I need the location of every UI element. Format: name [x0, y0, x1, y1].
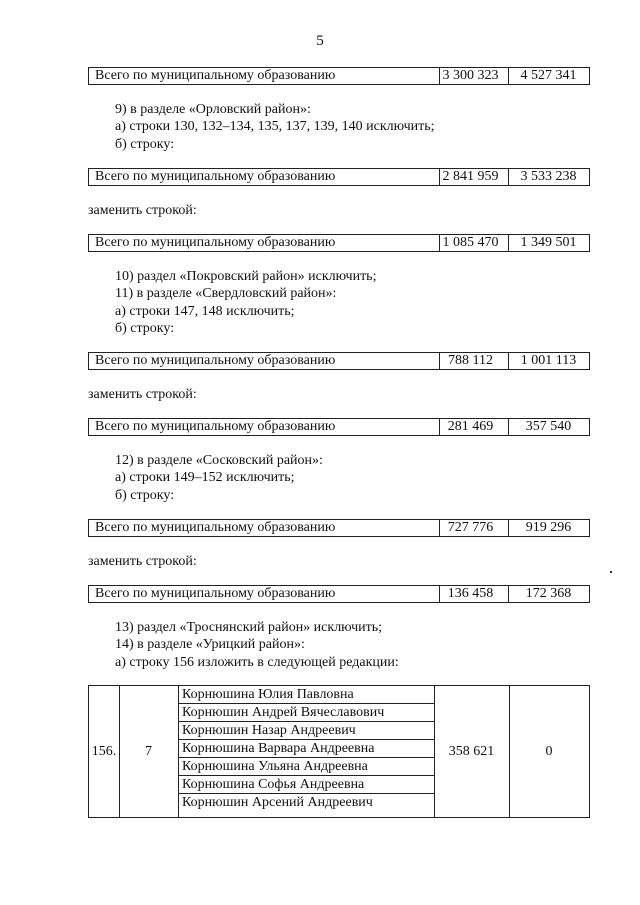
list-item: Корнюшин Арсений Андреевич	[182, 795, 373, 810]
total-row-value-1: 281 469	[433, 419, 509, 435]
row-number: 156.	[91, 744, 117, 759]
names-list	[178, 686, 434, 812]
total-row-value-1: 1 085 470	[433, 235, 509, 251]
names-cell	[178, 686, 435, 817]
paragraph: а) строки 147, 148 исключить;	[115, 304, 295, 319]
total-row-value-2: 919 296	[525, 520, 572, 535]
row-156-table	[88, 685, 590, 818]
total-row-value-2: 1 001 113	[520, 353, 577, 368]
total-row-table	[88, 168, 590, 186]
total-row-label: Всего по муниципальному образованию	[89, 586, 440, 602]
paragraph: б) строку:	[115, 488, 175, 503]
total-row-label: Всего по муниципальному образованию	[89, 353, 440, 369]
list-item: Корнюшина Софья Андреевна	[178, 776, 434, 794]
paragraph: а) строки 130, 132–134, 135, 137, 139, 140 исключить;	[115, 119, 435, 134]
total-row-value-2: 172 368	[525, 586, 572, 601]
paragraph: а) строку 156 изложить в следующей редакции:	[115, 655, 399, 670]
row-number-cell	[89, 686, 120, 817]
total-row-value-1: 727 776	[433, 520, 509, 536]
list-item: Корнюшин Андрей Вячеславович	[178, 704, 434, 722]
total-row-table	[88, 352, 590, 370]
paragraph: 9) в разделе «Орловский район»:	[115, 102, 311, 117]
list-item: Корнюшина Варвара Андреевна	[178, 740, 434, 758]
total-row-value-1: 788 112	[433, 353, 509, 369]
sum-value-1: 358 621	[448, 744, 495, 759]
paragraph: заменить строкой:	[88, 554, 197, 569]
total-row-value-2: 3 533 238	[520, 169, 577, 184]
paragraph: б) строку:	[115, 321, 175, 336]
total-row-table	[88, 418, 590, 436]
paragraph: 11) в разделе «Свердловский район»:	[115, 286, 337, 301]
total-row-value-2: 357 540	[525, 419, 572, 434]
scan-speck	[610, 571, 612, 573]
paragraph: а) строки 149–152 исключить;	[115, 470, 295, 485]
paragraph: заменить строкой:	[88, 387, 197, 402]
list-item: Корнюшина Ульяна Андреевна	[178, 758, 434, 776]
total-row-label: Всего по муниципальному образованию	[89, 68, 440, 84]
list-item: Корнюшина Юлия Павловна	[178, 686, 434, 704]
paragraph: 13) раздел «Троснянский район» исключить;	[115, 620, 383, 635]
total-row-table	[88, 585, 590, 603]
paragraph: 14) в разделе «Урицкий район»:	[115, 637, 305, 652]
total-row-label: Всего по муниципальному образованию	[89, 520, 440, 536]
total-row-value-1: 2 841 959	[433, 169, 509, 185]
sum-cell-2	[509, 686, 589, 817]
total-row-label: Всего по муниципальному образованию	[89, 419, 440, 435]
paragraph: заменить строкой:	[88, 203, 197, 218]
paragraph: б) строку:	[115, 137, 175, 152]
list-item: Корнюшин Назар Андреевич	[178, 722, 434, 740]
total-row-label: Всего по муниципальному образованию	[89, 169, 440, 185]
sum-value-2: 0	[545, 744, 553, 759]
total-row-table	[88, 234, 590, 252]
family-count-cell	[119, 686, 179, 817]
sum-cell-1	[434, 686, 510, 817]
total-row-value-2: 4 527 341	[520, 68, 577, 83]
total-row-table	[88, 519, 590, 537]
page-number: 5	[316, 33, 324, 49]
paragraph: 12) в разделе «Сосковский район»:	[115, 453, 323, 468]
total-row-table	[88, 67, 590, 85]
total-row-value-1: 3 300 323	[433, 68, 509, 84]
total-row-value-1: 136 458	[433, 586, 509, 602]
total-row-label: Всего по муниципальному образованию	[89, 235, 440, 251]
paragraph: 10) раздел «Покровский район» исключить;	[115, 269, 377, 284]
family-count: 7	[145, 744, 152, 759]
total-row-value-2: 1 349 501	[520, 235, 577, 250]
